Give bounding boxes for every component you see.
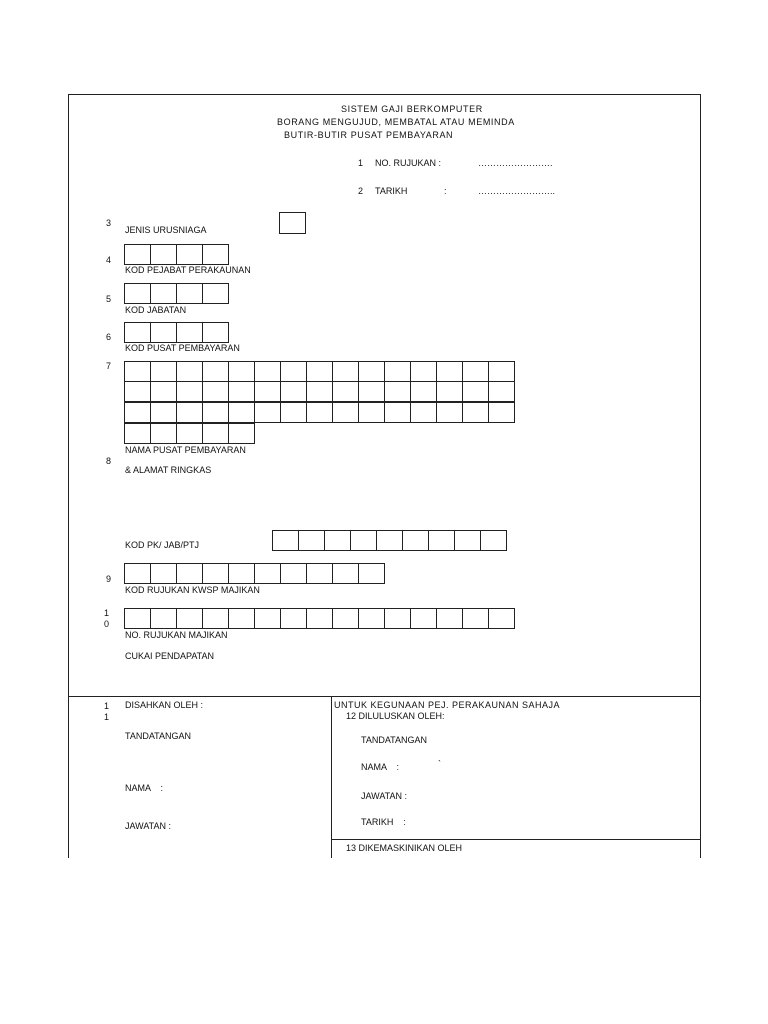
input-box[interactable] — [202, 608, 229, 629]
input-box[interactable] — [150, 608, 177, 629]
kod-pk-jab-ptj-boxes[interactable] — [272, 530, 506, 551]
input-box[interactable] — [202, 402, 229, 423]
kod-jabatan-boxes[interactable] — [124, 283, 228, 304]
input-box[interactable] — [454, 530, 481, 551]
input-box[interactable] — [306, 402, 333, 423]
input-box[interactable] — [462, 361, 489, 382]
form-border-top — [68, 94, 701, 95]
field-number-9: 9 — [106, 574, 112, 584]
input-box[interactable] — [254, 361, 281, 382]
ref-number-2: 2 — [358, 186, 364, 196]
input-box[interactable] — [124, 381, 151, 402]
input-box[interactable] — [350, 530, 377, 551]
input-box[interactable] — [124, 361, 151, 382]
input-box[interactable] — [436, 608, 463, 629]
input-box[interactable] — [306, 563, 333, 584]
input-box[interactable] — [150, 361, 177, 382]
nama-grid-row-1[interactable] — [124, 361, 514, 382]
input-box[interactable] — [228, 608, 255, 629]
untuk-kegunaan-label: UNTUK KEGUNAAN PEJ. PERAKAUNAN SAHAJA — [334, 700, 561, 710]
input-box[interactable] — [358, 381, 385, 402]
disahkan-oleh-label: DISAHKAN OLEH : — [125, 700, 204, 710]
input-box[interactable] — [358, 608, 385, 629]
tick-mark: ` — [438, 759, 441, 769]
nama-grid-row-4[interactable] — [124, 423, 254, 444]
kod-pk-jab-ptj-label: KOD PK/ JAB/PTJ — [125, 540, 200, 550]
input-box[interactable] — [436, 381, 463, 402]
input-box[interactable] — [488, 361, 515, 382]
input-box[interactable] — [332, 563, 359, 584]
input-box[interactable] — [410, 381, 437, 402]
input-box[interactable] — [384, 361, 411, 382]
jenis-urusniaga-label: JENIS URUSNIAGA — [125, 225, 207, 235]
field-number-4: 4 — [106, 255, 112, 265]
input-box[interactable] — [176, 361, 203, 382]
nama-pusat-label: NAMA PUSAT PEMBAYARAN — [125, 445, 246, 455]
right-jawatan-label: JAWATAN : — [361, 791, 407, 801]
form-border-left — [68, 94, 69, 858]
input-box[interactable] — [202, 361, 229, 382]
input-box[interactable] — [428, 530, 455, 551]
input-box[interactable] — [254, 608, 281, 629]
input-box[interactable] — [376, 530, 403, 551]
field-number-8: 8 — [106, 456, 112, 466]
left-jawatan-label: JAWATAN : — [125, 821, 171, 831]
input-box[interactable] — [410, 608, 437, 629]
input-box[interactable] — [280, 361, 307, 382]
input-box[interactable] — [280, 563, 307, 584]
input-box[interactable] — [202, 244, 229, 265]
input-box[interactable] — [176, 423, 203, 444]
tarikh-label: TARIKH — [375, 186, 408, 196]
kwsp-label: KOD RUJUKAN KWSP MAJIKAN — [125, 585, 260, 595]
dikemaskinikan-oleh-label: 13 DIKEMASKINIKAN OLEH — [346, 843, 463, 853]
kod-pejabat-boxes[interactable] — [124, 244, 228, 265]
no-rujukan-majikan-boxes[interactable] — [124, 608, 514, 629]
alamat-ringkas-label: & ALAMAT RINGKAS — [125, 465, 212, 475]
input-box[interactable] — [410, 402, 437, 423]
kod-pusat-boxes[interactable] — [124, 322, 228, 343]
input-box[interactable] — [306, 608, 333, 629]
input-box[interactable] — [124, 423, 151, 444]
input-box[interactable] — [488, 608, 515, 629]
input-box[interactable] — [332, 361, 359, 382]
input-box[interactable] — [402, 530, 429, 551]
input-box[interactable] — [436, 402, 463, 423]
input-box[interactable] — [280, 402, 307, 423]
input-box[interactable] — [202, 381, 229, 402]
input-box[interactable] — [272, 530, 299, 551]
input-box[interactable] — [150, 322, 177, 343]
input-box[interactable] — [176, 322, 203, 343]
input-box[interactable] — [202, 283, 229, 304]
cukai-pendapatan-label: CUKAI PENDAPATAN — [125, 651, 215, 661]
left-nama-label: NAMA : — [125, 783, 164, 793]
field-number-11a: 1 — [104, 701, 110, 711]
input-box[interactable] — [332, 402, 359, 423]
input-box[interactable] — [384, 381, 411, 402]
no-rujukan-majikan-label: NO. RUJUKAN MAJIKAN — [125, 630, 228, 640]
form-title-2: BORANG MENGUJUD, MEMBATAL ATAU MEMINDA — [277, 117, 515, 127]
input-box[interactable] — [254, 563, 281, 584]
field-number-10a: 1 — [104, 608, 110, 618]
no-rujukan-label: NO. RUJUKAN : — [375, 158, 442, 168]
input-box[interactable] — [176, 608, 203, 629]
input-box[interactable] — [150, 283, 177, 304]
input-box[interactable] — [306, 361, 333, 382]
right-panel-divider — [331, 839, 701, 840]
input-box[interactable] — [228, 402, 255, 423]
input-box[interactable] — [462, 608, 489, 629]
ref-number-1: 1 — [358, 158, 364, 168]
input-box[interactable] — [306, 381, 333, 402]
input-box[interactable] — [324, 530, 351, 551]
input-box[interactable] — [254, 381, 281, 402]
section-divider — [68, 696, 701, 697]
left-tandatangan-label: TANDATANGAN — [125, 731, 192, 741]
input-box[interactable] — [150, 423, 177, 444]
input-box[interactable] — [332, 381, 359, 402]
right-nama-label: NAMA : — [361, 762, 400, 772]
input-box[interactable] — [124, 322, 151, 343]
jenis-urusniaga-box[interactable] — [279, 212, 306, 234]
input-box[interactable] — [358, 563, 385, 584]
input-box[interactable] — [176, 283, 203, 304]
input-box[interactable] — [124, 402, 151, 423]
kwsp-boxes[interactable] — [124, 563, 384, 584]
input-box[interactable] — [280, 608, 307, 629]
form-title-3: BUTIR-BUTIR PUSAT PEMBAYARAN — [284, 130, 454, 140]
input-box[interactable] — [332, 608, 359, 629]
input-box[interactable] — [462, 402, 489, 423]
input-box[interactable] — [150, 402, 177, 423]
column-divider — [331, 696, 332, 858]
input-box[interactable] — [124, 244, 151, 265]
input-box[interactable] — [358, 402, 385, 423]
input-box[interactable] — [124, 608, 151, 629]
input-box[interactable] — [228, 361, 255, 382]
input-box[interactable] — [228, 423, 255, 444]
right-tarikh-label: TARIKH : — [361, 817, 406, 827]
input-box[interactable] — [254, 402, 281, 423]
input-box[interactable] — [176, 381, 203, 402]
form-title-1: SISTEM GAJI BERKOMPUTER — [341, 104, 483, 114]
input-box[interactable] — [488, 381, 515, 402]
nama-grid-row-2[interactable] — [124, 381, 514, 402]
nama-grid-row-3[interactable] — [124, 402, 514, 423]
input-box[interactable] — [384, 608, 411, 629]
input-box[interactable] — [176, 244, 203, 265]
input-box[interactable] — [436, 361, 463, 382]
form-border-right — [700, 94, 701, 858]
input-box[interactable] — [124, 563, 151, 584]
input-box[interactable] — [202, 563, 229, 584]
input-box[interactable] — [410, 361, 437, 382]
kod-jabatan-label: KOD JABATAN — [125, 305, 187, 315]
field-number-6: 6 — [106, 332, 112, 342]
input-box[interactable] — [488, 402, 515, 423]
field-number-10b: 0 — [104, 619, 110, 629]
no-rujukan-value[interactable]: ……………………. — [478, 158, 553, 168]
input-box[interactable] — [202, 322, 229, 343]
field-number-7: 7 — [106, 361, 112, 371]
field-number-5: 5 — [106, 294, 112, 304]
input-box[interactable] — [176, 402, 203, 423]
input-box[interactable] — [480, 530, 507, 551]
input-box[interactable] — [150, 563, 177, 584]
input-box[interactable] — [124, 283, 151, 304]
input-box[interactable] — [176, 563, 203, 584]
field-number-11b: 1 — [104, 712, 110, 722]
field-number-3: 3 — [106, 218, 112, 228]
input-box[interactable] — [228, 563, 255, 584]
input-box[interactable] — [462, 381, 489, 402]
diluluskan-oleh-label: 12 DILULUSKAN OLEH: — [346, 711, 445, 721]
input-box[interactable] — [228, 381, 255, 402]
tarikh-colon: : — [444, 186, 447, 196]
input-box[interactable] — [298, 530, 325, 551]
input-box[interactable] — [202, 423, 229, 444]
kod-pusat-label: KOD PUSAT PEMBAYARAN — [125, 343, 240, 353]
input-box[interactable] — [358, 361, 385, 382]
input-box[interactable] — [280, 381, 307, 402]
tarikh-value[interactable]: …………………….. — [478, 186, 556, 196]
kod-pejabat-label: KOD PEJABAT PERAKAUNAN — [125, 265, 251, 275]
right-tandatangan-label: TANDATANGAN — [361, 735, 428, 745]
input-box[interactable] — [150, 381, 177, 402]
input-box[interactable] — [150, 244, 177, 265]
input-box[interactable] — [384, 402, 411, 423]
